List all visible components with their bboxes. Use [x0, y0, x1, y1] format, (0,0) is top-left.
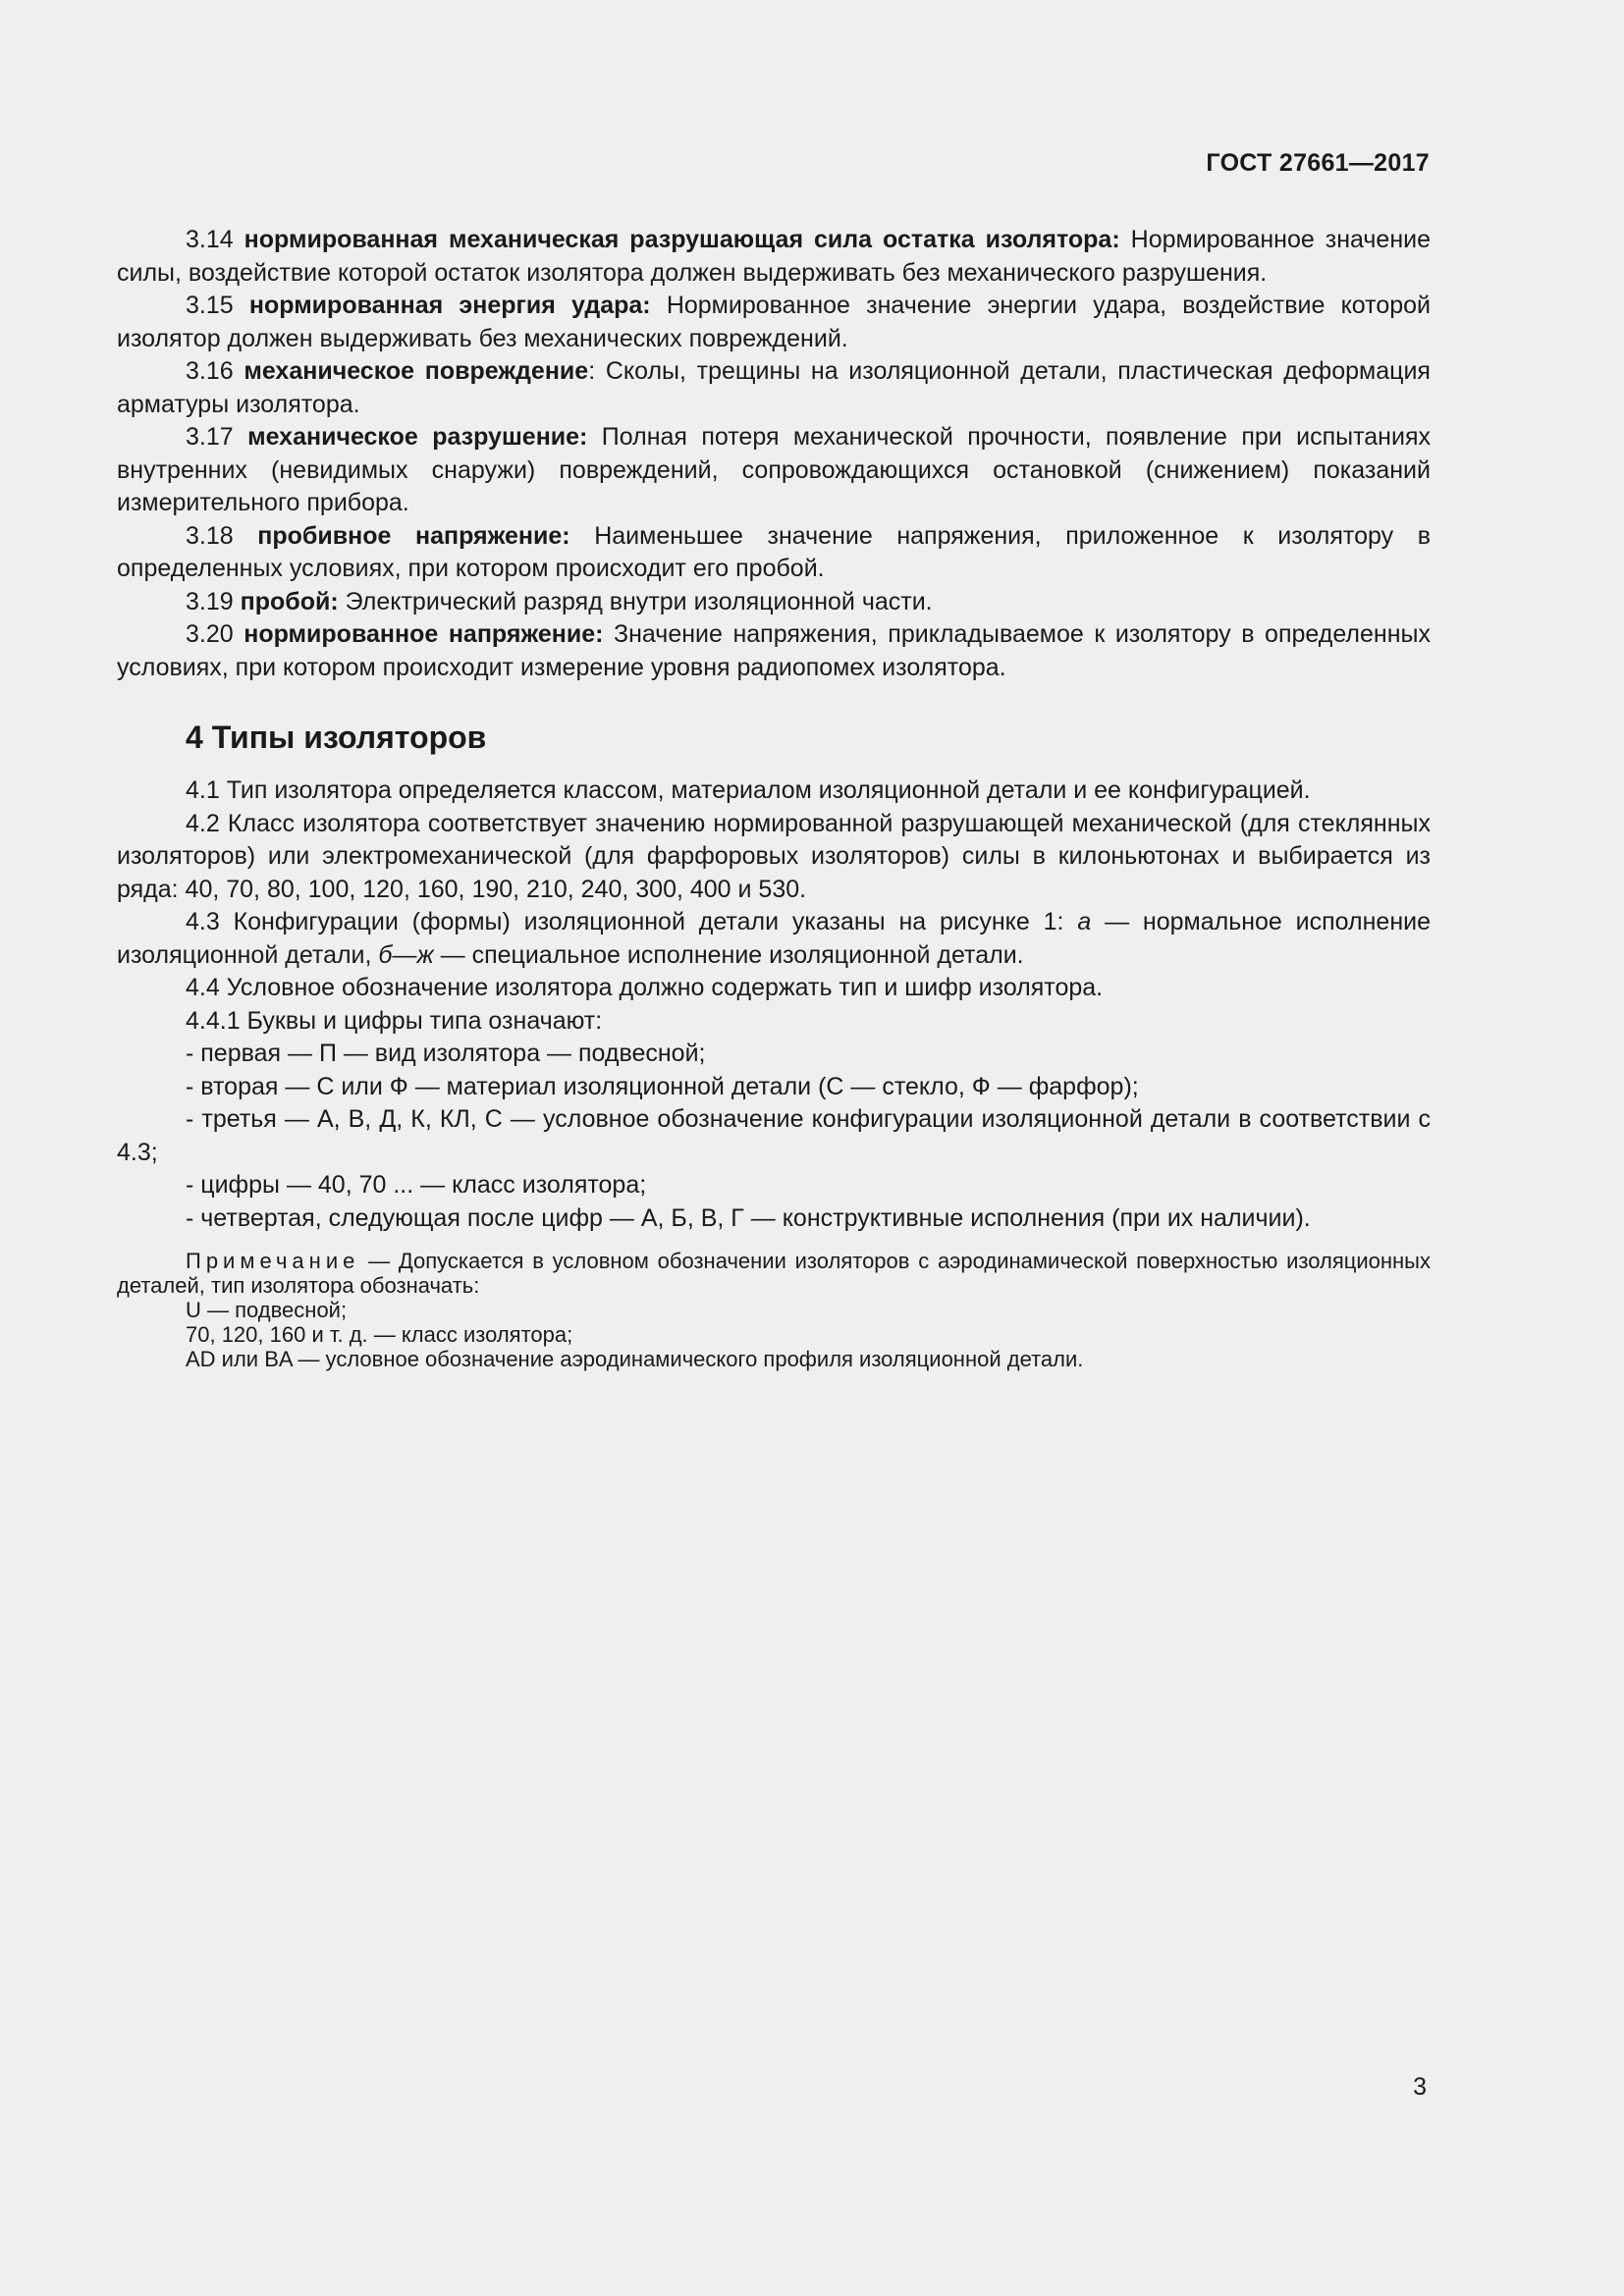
- note-line: 70, 120, 160 и т. д. — класс изолятора;: [186, 1322, 573, 1347]
- definition-term: нормированная механическая разрушающая сила остатка изолятора:: [244, 226, 1120, 253]
- figure-ref-b-zh: б—ж: [378, 940, 434, 969]
- definition-number: 3.15: [186, 292, 234, 319]
- definition-term: пробой:: [240, 587, 339, 615]
- note-text: — Допускается в условном обозначении изоляторов с аэродинамической поверхностью изоляционных деталей, тип изолятора обозначать:: [117, 1249, 1431, 1298]
- list-item: - первая — П — вид изолятора — подвесной;: [186, 1040, 706, 1067]
- definition-text: Полная потеря механической прочности, появление при испытаниях внутренних (невидимых снаружи) повреждений, сопровождающихся остановкой (снижением) показаний измерительного прибора.: [117, 423, 1431, 516]
- definition-number: 3.18: [186, 521, 234, 550]
- paragraph-4-3-part: — специальное исполнение изоляционной детали.: [433, 940, 1024, 969]
- definition-3-20: [117, 618, 1431, 684]
- paragraph-4-1: 4.1 Тип изолятора определяется классом, материалом изоляционной детали и ее конфигурацией.: [186, 776, 1311, 804]
- definition-term: пробивное напряжение:: [257, 521, 570, 550]
- definition-number: 3.17: [186, 423, 234, 451]
- definition-term: нормированное напряжение:: [244, 620, 604, 648]
- note-block: [117, 1249, 1431, 1371]
- definition-number: 3.14: [186, 226, 234, 253]
- list-item: - цифры — 40, 70 ... — класс изолятора;: [186, 1171, 647, 1199]
- document-code: ГОСТ 27661—2017: [1206, 149, 1430, 177]
- definition-term: механическое разрушение:: [247, 423, 588, 451]
- definition-text: Наименьшее значение напряжения, приложенное к изолятору в определенных условиях, при котором происходит его пробой.: [117, 521, 1431, 582]
- definition-text: Нормированное значение силы, воздействие которой остаток изолятора должен выдерживать без механического разрушения.: [117, 226, 1432, 287]
- paragraph-4-4-1: 4.4.1 Буквы и цифры типа означают:: [186, 1006, 603, 1035]
- list-item: - третья — А, В, Д, К, КЛ, С — условное обозначение конфигурации изоляционной детали в соответствии с 4.3;: [117, 1105, 1431, 1166]
- definition-3-15: [117, 290, 1431, 355]
- paragraph-4-3-part: 4.3 Конфигурации (формы) изоляционной детали указаны на рисунке 1:: [186, 908, 1078, 935]
- definition-3-17: [117, 421, 1431, 520]
- section-title: 4 Типы изоляторов: [186, 720, 487, 755]
- paragraph-4-3: [117, 906, 1431, 972]
- definition-number: 3.16: [186, 357, 234, 385]
- definition-text: : Сколы, трещины на изоляционной детали, пластическая деформация арматуры изолятора.: [117, 357, 1431, 418]
- list-item: - четвертая, следующая после цифр — А, Б, В, Г — конструктивные исполнения (при их наличии).: [186, 1203, 1311, 1232]
- page-content: [117, 224, 1431, 1371]
- note-line: AD или BA — условное обозначение аэродинамического профиля изоляционной детали.: [186, 1347, 1084, 1371]
- definition-text: Значение напряжения, прикладываемое к изолятору в определенных условиях, при котором происходит измерение уровня радиопомех изолятора.: [117, 620, 1431, 681]
- note-paragraph: [117, 1249, 1431, 1298]
- figure-ref-a: а: [1077, 908, 1092, 935]
- definition-text: Нормированное значение энергии удара, воздействие которой изолятор должен выдерживать без механических повреждений.: [117, 292, 1431, 352]
- definition-3-14: [117, 224, 1431, 290]
- list-item: - вторая — С или Ф — материал изоляционной детали (С — стекло, Ф — фарфор);: [186, 1072, 1139, 1100]
- paragraph-4-4: 4.4 Условное обозначение изолятора должно содержать тип и шифр изолятора.: [186, 974, 1104, 1001]
- definition-text: Электрический разряд внутри изоляционной части.: [338, 587, 933, 615]
- definition-number: 3.20: [186, 620, 234, 648]
- definition-number: 3.19: [186, 587, 234, 615]
- note-line: U — подвесной;: [186, 1298, 348, 1322]
- paragraph-4-2: 4.2 Класс изолятора соответствует значению нормированной разрушающей механической (для стеклянных изоляторов) или электромеханической (для фарфоровых изоляторов) силы в килоньютонах и выбирается из ряда: 40, 70, 80, 100, 120, 160, 190, 210, 240, 300, 400 и 530.: [117, 809, 1431, 903]
- definition-3-16: [117, 355, 1431, 421]
- definition-term: нормированная энергия удара:: [248, 292, 651, 319]
- definition-term: механическое повреждение: [244, 357, 589, 385]
- paragraph-4-3-part: — нормальное исполнение изоляционной детали,: [117, 908, 1431, 969]
- definition-3-19: [117, 586, 1431, 619]
- note-label: Примечание: [186, 1249, 360, 1273]
- definition-3-18: [117, 520, 1431, 586]
- page-number: 3: [1413, 2073, 1427, 2101]
